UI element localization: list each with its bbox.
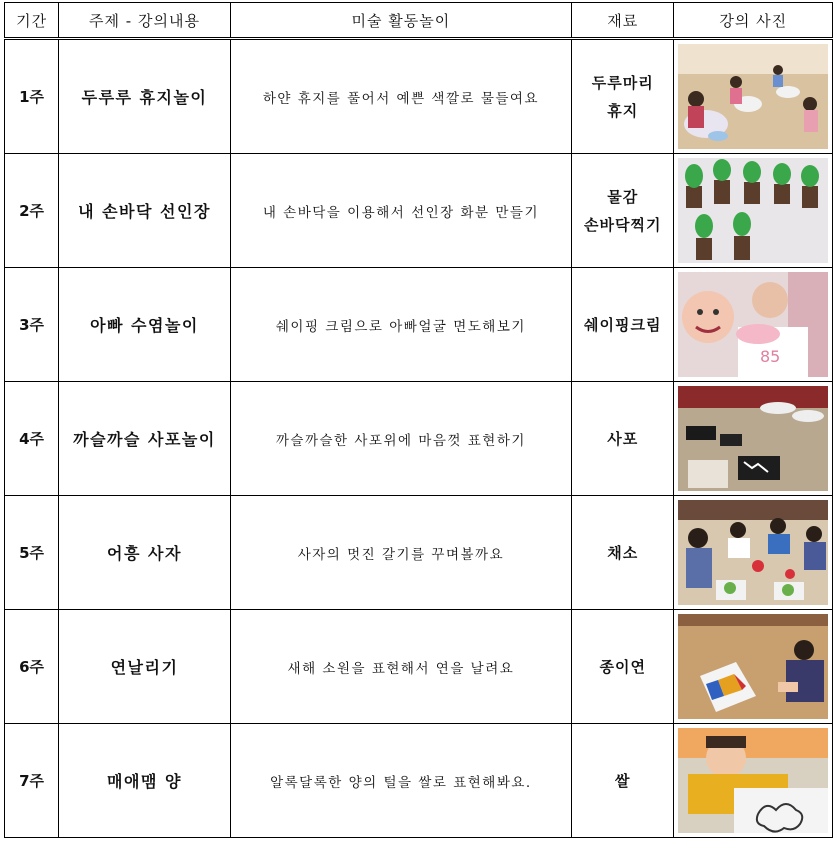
row-activity: 내 손바닥을 이용해서 선인장 화분 만들기 [230,154,571,268]
svg-text:85: 85 [760,347,781,366]
table-row [5,39,833,154]
row-material [572,39,674,154]
row-photo-cell [674,382,833,496]
row-period: 2주 [5,154,59,268]
row-topic: 어흥 사자 [59,496,231,610]
material-line: 두루마리 [591,73,654,92]
header-period: 기간 [5,3,59,39]
row-activity: 까슬까슬한 사포위에 마음껏 표현하기 [230,382,571,496]
material-line: 물감 [607,187,639,206]
row-topic: 아빠 수염놀이 [59,268,231,382]
table-row [5,268,833,382]
material-line: 손바닥찍기 [583,215,662,234]
material-line: 종이연 [599,657,646,676]
photo-lion-mane-vegetables-icon [678,500,828,605]
material-line: 채소 [607,543,639,562]
row-activity: 쉐이핑 크림으로 아빠얼굴 면도해보기 [230,268,571,382]
photo-shaving-cream-face-icon [678,272,828,377]
row-photo-cell [674,154,833,268]
row-photo-cell [674,496,833,610]
material-line: 휴지 [607,101,639,120]
material-line: 쉐이핑크림 [583,315,662,334]
photo-handprint-cactus-icon [678,158,828,263]
row-photo-cell [674,724,833,838]
material-line: 쌀 [614,771,631,790]
row-material [572,724,674,838]
row-topic: 매애맴 양 [59,724,231,838]
row-material [572,154,674,268]
photo-children-tissue-play-icon [678,44,828,149]
table-header [5,3,833,39]
row-topic: 연날리기 [59,610,231,724]
row-activity: 사자의 멋진 갈기를 꾸며볼까요 [230,496,571,610]
photo-rice-sheep-icon [678,728,828,833]
row-activity: 새해 소원을 표현해서 연을 날려요 [230,610,571,724]
header-activity: 미술 활동놀이 [230,3,571,39]
row-topic: 두루루 휴지놀이 [59,39,231,154]
photo-sandpaper-drawing-icon [678,386,828,491]
table-row [5,496,833,610]
header-material: 재료 [572,3,674,39]
material-line: 사포 [607,429,639,448]
row-activity: 하얀 휴지를 풀어서 예쁜 색깔로 물들여요 [230,39,571,154]
header-photo: 강의 사진 [674,3,833,39]
table-row [5,154,833,268]
row-photo-cell [674,39,833,154]
row-period: 4주 [5,382,59,496]
row-material [572,382,674,496]
row-topic: 내 손바닥 선인장 [59,154,231,268]
row-period: 3주 [5,268,59,382]
table-row [5,724,833,838]
row-topic: 까슬까슬 사포놀이 [59,382,231,496]
row-activity: 알록달록한 양의 털을 쌀로 표현해봐요. [230,724,571,838]
row-period: 7주 [5,724,59,838]
schedule-table [4,2,833,838]
table-row [5,382,833,496]
table-row [5,610,833,724]
row-period: 6주 [5,610,59,724]
row-photo-cell [674,610,833,724]
row-period: 5주 [5,496,59,610]
row-material [572,496,674,610]
row-material [572,268,674,382]
row-material [572,610,674,724]
row-photo-cell [674,268,833,382]
photo-paper-kite-icon [678,614,828,719]
row-period: 1주 [5,39,59,154]
header-topic: 주제 - 강의내용 [59,3,231,39]
